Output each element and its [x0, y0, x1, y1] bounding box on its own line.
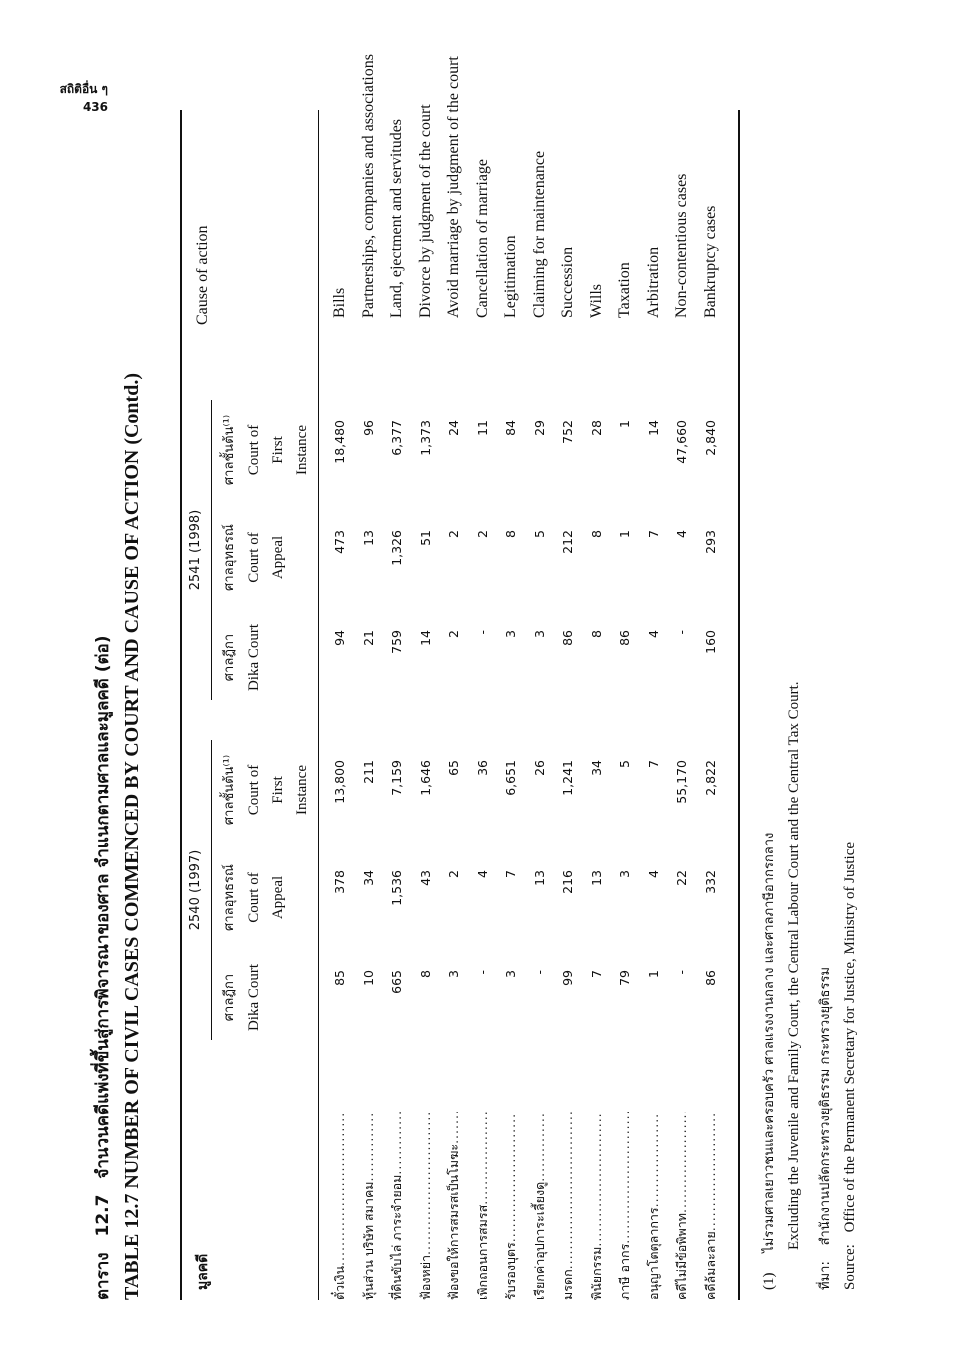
table-row — [469, 110, 498, 1300]
table-row — [611, 110, 640, 1300]
table-cell: - — [674, 970, 689, 975]
table-cell: 5 — [617, 760, 632, 768]
table-cell: 47,660 — [674, 420, 689, 464]
table-row — [440, 56, 469, 1300]
year-header-1997: 2540 (1997) — [188, 849, 203, 931]
table-cell: 293 — [702, 530, 718, 554]
table-cell: 8 — [417, 970, 433, 978]
row-label-thai: คดีไม่มีข้อพิพาท ..... — [668, 1112, 697, 1300]
row-label-thai: เรียกค่าอุปการะเลี้ยงดู ..... — [526, 1112, 555, 1300]
row-label-thai: ฟ้องหย่า ..... — [412, 1112, 441, 1300]
table-cell: 13 — [360, 530, 376, 546]
stub-header: มูลคดี — [195, 1253, 211, 1290]
row-label-thai: รับรองบุตร ..... — [497, 1112, 526, 1300]
table-cell: 665 — [389, 970, 404, 994]
footnote-english: Excluding the Juvenile and Family Court, the Central Labour Court and the Central Tax Court. — [786, 681, 802, 1250]
table-cell: 211 — [360, 760, 376, 784]
table-cell: 65 — [446, 760, 461, 776]
table-cell: 3 — [446, 970, 461, 978]
table-cell: 216 — [560, 870, 575, 894]
table-cell: 752 — [560, 420, 575, 444]
table-cell: 24 — [446, 420, 461, 436]
section-label: สถิติอื่น ๆ — [59, 82, 108, 96]
year-underline-1997 — [211, 740, 212, 1040]
page-number: 436 — [82, 100, 108, 114]
table-cell: 22 — [674, 870, 689, 886]
table-row — [383, 110, 412, 1300]
footnote-thai: (1) ไม่รวมศาลเยาวชนและครอบครัว ศาลแรงงานกลาง และศาลภาษีอากรกลาง — [761, 832, 777, 1290]
table-cell: 473 — [332, 530, 347, 554]
table-cell: 4 — [474, 870, 490, 878]
col-header-first-instance-1997: ศาลชั้นต้น⁽¹⁾ Court of First Instance — [222, 754, 310, 826]
table-cell: 1,646 — [417, 760, 433, 796]
table-cell: 13 — [588, 870, 604, 886]
table-cell: 1 — [617, 420, 632, 428]
table-cell: - — [674, 630, 689, 635]
table-cell: 2,822 — [702, 760, 718, 796]
table-cell: 160 — [702, 630, 718, 654]
row-cause-english: Divorce by judgment of the court — [416, 104, 434, 318]
table-cell: 1 — [645, 970, 661, 978]
row-cause-english: Wills — [587, 283, 605, 318]
col-header-appeal-1998: ศาลอุทธรณ์ Court of Appeal — [222, 524, 286, 591]
table-cell: 14 — [417, 630, 433, 646]
table-cell: 3 — [503, 970, 518, 978]
table-row — [668, 110, 697, 1300]
row-cause-english: Cancellation of marriage — [473, 158, 491, 318]
table-cell: 34 — [360, 870, 376, 886]
table-cell: 10 — [360, 970, 376, 986]
table-cell: 18,480 — [332, 420, 347, 464]
table-row — [326, 110, 355, 1300]
table-cell: - — [474, 630, 490, 635]
cause-of-action-header: Cause of action — [194, 225, 211, 325]
table-cell: - — [474, 970, 490, 975]
table-cell: 4 — [645, 870, 661, 878]
table-cell: 7,159 — [389, 760, 404, 796]
row-cause-english: Avoid marriage by judgment of the court — [445, 56, 462, 318]
table-row — [355, 54, 384, 1300]
table-cell: 3 — [617, 870, 632, 878]
table-cell: 1,536 — [389, 870, 404, 906]
top-rule — [180, 110, 182, 1300]
row-cause-english: Legitimation — [502, 235, 519, 318]
row-label-thai: ที่ดินขับไล่ ภาระจำยอม ..... — [383, 1112, 412, 1300]
col-header-appeal-1997: ศาลอุทธรณ์ Court of Appeal — [222, 864, 286, 931]
table-cell: 8 — [503, 530, 518, 538]
table-row — [583, 110, 612, 1300]
row-label-thai: อนุญาโตตุลาการ ..... — [640, 1112, 669, 1300]
table-cell: 29 — [531, 420, 547, 436]
table-cell: 7 — [645, 530, 661, 538]
table-cell: 378 — [332, 870, 347, 894]
row-label-thai: เพิกถอนการสมรส ..... — [469, 1112, 498, 1300]
table-cell: 84 — [503, 420, 518, 436]
table-row — [697, 110, 726, 1300]
row-cause-english: Non-contentious cases — [673, 173, 690, 318]
table-cell: 5 — [531, 530, 547, 538]
row-label-thai: ตั๋วเงิน ..... — [326, 1112, 355, 1300]
row-cause-english: Bankruptcy cases — [701, 205, 719, 318]
table-cell: 6,377 — [389, 420, 404, 456]
table-cell: 3 — [503, 630, 518, 638]
table-cell: 2,840 — [702, 420, 718, 456]
row-cause-english: Partnerships, companies and associations — [359, 54, 377, 318]
table-cell: 1,373 — [417, 420, 433, 456]
table-cell: 2 — [446, 870, 461, 878]
table-cell: 2 — [446, 630, 461, 638]
table-cell: 86 — [617, 630, 632, 646]
row-label-thai: ภาษี อากร ..... — [611, 1112, 640, 1300]
table-cell: 1 — [617, 530, 632, 538]
table-cell: 51 — [417, 530, 433, 546]
row-label-thai: มรดก ..... — [554, 1112, 583, 1300]
year-underline-1998 — [211, 400, 212, 700]
table-cell: 1,241 — [560, 760, 575, 796]
table-cell: 2 — [474, 530, 490, 538]
title-thai: ตาราง 12.7 จำนวนคดีแพ่งที่ขึ้นสู่การพิจารณาของศาล จำแนกตามศาลและมูลคดี (ต่อ) — [93, 635, 113, 1300]
row-cause-english: Taxation — [616, 262, 633, 318]
table-cell: 6,651 — [503, 760, 518, 796]
table-cell: 8 — [588, 630, 604, 638]
row-cause-english: Bills — [331, 287, 348, 318]
table-titles — [90, 80, 146, 1300]
rotated-table-page — [90, 50, 890, 1330]
row-label-thai: ฟ้องขอให้การสมรสเป็นโมฆะ ..... — [440, 1112, 469, 1300]
bottom-rule — [738, 110, 740, 1300]
col-header-dika-1997: ศาลฎีกา Dika Court — [222, 963, 262, 1032]
table-cell: 28 — [588, 420, 604, 436]
table-cell: 13 — [531, 870, 547, 886]
year-header-1998: 2541 (1998) — [188, 509, 203, 591]
table-cell: 79 — [617, 970, 632, 986]
table-cell: 7 — [645, 760, 661, 768]
table-cell: 36 — [474, 760, 490, 776]
table-cell: 26 — [531, 760, 547, 776]
row-cause-english: Claiming for maintenance — [530, 150, 548, 318]
table-cell: 86 — [702, 970, 718, 986]
source-thai: ที่มา: สำนักงานปลัดกระทรวงยุติธรรม กระทรวงยุติธรรม — [818, 966, 833, 1290]
row-cause-english: Succession — [559, 246, 576, 318]
row-label-thai: หุ้นส่วน บริษัท สมาคม ..... — [355, 1112, 384, 1300]
table-cell: 96 — [360, 420, 376, 436]
table-cell: - — [531, 970, 547, 975]
table-cell: 43 — [417, 870, 433, 886]
table-cell: 13,800 — [332, 760, 347, 804]
row-label-thai: คดีล้มละลาย ..... — [697, 1112, 726, 1300]
table-row — [526, 110, 555, 1300]
row-cause-english: Arbitration — [644, 246, 662, 318]
source-english: Source: Office of the Permanent Secretary for Justice, Ministry of Justice — [842, 841, 858, 1290]
table-cell: 4 — [674, 530, 689, 538]
table-cell: 99 — [560, 970, 575, 986]
table-row — [412, 104, 441, 1300]
header-rule — [318, 110, 319, 1300]
table-cell: 3 — [531, 630, 547, 638]
table-cell: 212 — [560, 530, 575, 554]
table-cell: 7 — [588, 970, 604, 978]
table-cell: 7 — [503, 870, 518, 878]
table-row — [554, 110, 583, 1300]
table-cell: 759 — [389, 630, 404, 654]
table-cell: 21 — [360, 630, 376, 646]
table-cell: 34 — [588, 760, 604, 776]
table-cell: 14 — [645, 420, 661, 436]
table-row — [497, 110, 526, 1300]
table-cell: 55,170 — [674, 760, 689, 804]
table-cell: 2 — [446, 530, 461, 538]
table-row — [640, 110, 669, 1300]
row-cause-english: Land, ejectment and servitudes — [388, 118, 405, 318]
row-label-thai: พินัยกรรม ..... — [583, 1112, 612, 1300]
col-header-first-instance-1998: ศาลชั้นต้น⁽¹⁾ Court of First Instance — [222, 414, 310, 486]
table-cell: 332 — [702, 870, 718, 894]
col-header-dika-1998: ศาลฎีกา Dika Court — [222, 623, 262, 692]
title-english: TABLE 12.7 NUMBER OF CIVIL CASES COMMENCED BY COURT AND CAUSE OF ACTION (Contd.) — [121, 373, 143, 1300]
table-cell: 94 — [332, 630, 347, 646]
table-cell: 1,326 — [389, 530, 404, 566]
table-cell: 86 — [560, 630, 575, 646]
table-cell: 4 — [645, 630, 661, 638]
table-cell: 11 — [474, 420, 490, 436]
table-cell: 8 — [588, 530, 604, 538]
table-cell: 85 — [332, 970, 347, 986]
